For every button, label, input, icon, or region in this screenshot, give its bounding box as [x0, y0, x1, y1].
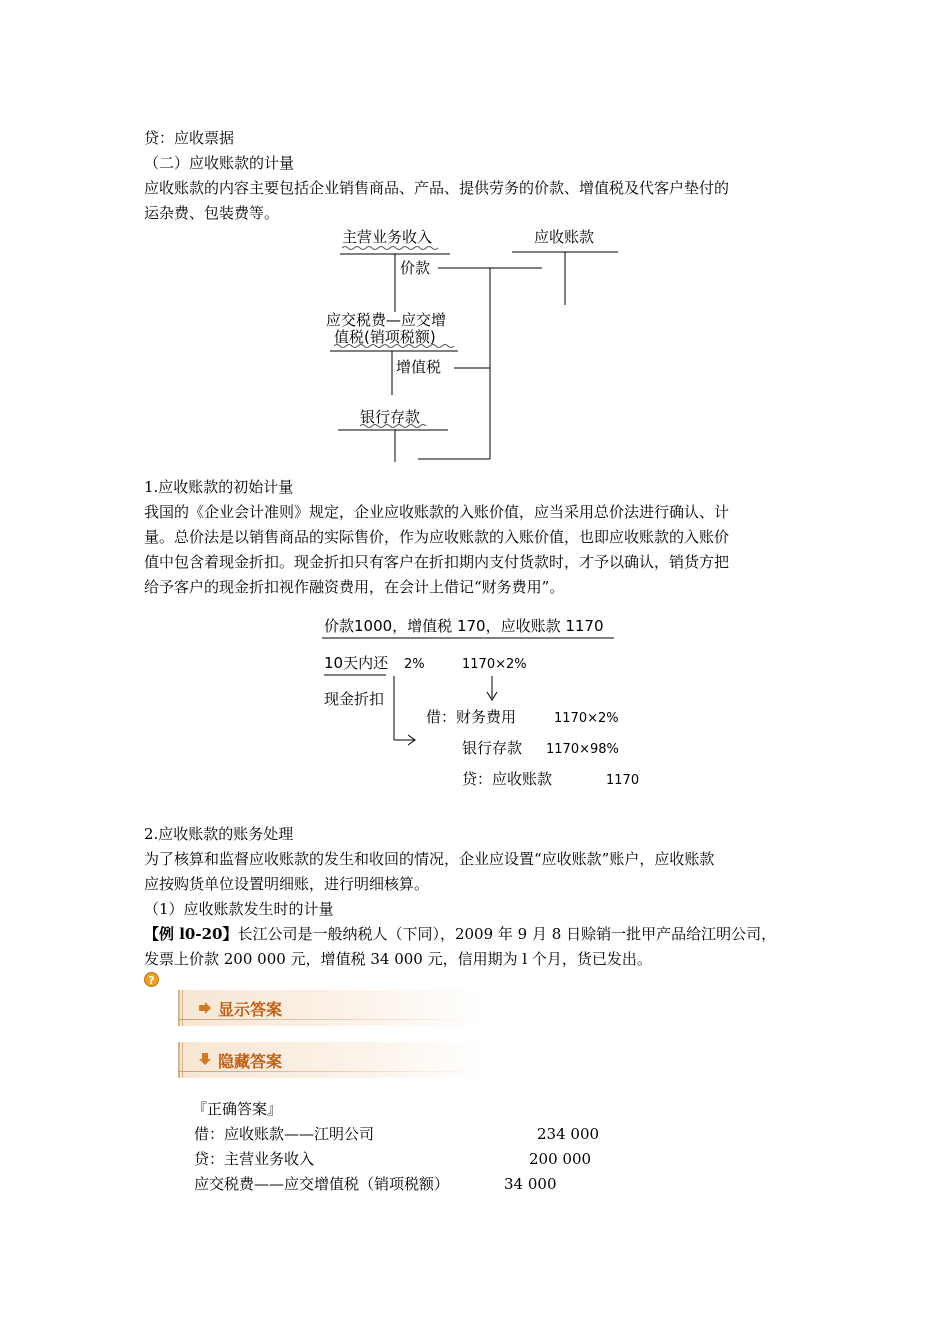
paragraph-line: 值中包含着现金折扣。现金折扣只有客户在折扣期内支付货款时，才予以确认，销货方把 [144, 553, 730, 571]
debit-label: 借：财务费用 [426, 708, 517, 726]
help-icon[interactable]: ? [144, 972, 159, 987]
account-receivable: 应收账款 [534, 228, 595, 246]
arrow-right-icon [198, 1002, 212, 1014]
bank-amount: 1170×98% [546, 742, 619, 757]
hide-answer-label: 隐藏答案 [218, 1052, 283, 1071]
entry-tax-amount: 34 000 [504, 1175, 557, 1193]
within-10-days: 10天内还 [324, 654, 389, 672]
entry-tax-label: 应交税费——应交增值税（销项税额） [194, 1175, 450, 1193]
section-heading: 2.应收账款的账务处理 [144, 825, 294, 843]
wavy-underline [342, 247, 438, 250]
paragraph-line: 给予客户的现金折扣视作融资费用，在会计上借记“财务费用”。 [144, 578, 565, 596]
hide-answer-button[interactable] [178, 1042, 488, 1078]
entry-credit-amount: 200 000 [529, 1150, 592, 1168]
answer-title: 『正确答案』 [192, 1100, 283, 1118]
price-label: 价款 [400, 259, 431, 277]
entry-debit-label: 借：应收账款——江明公司 [194, 1125, 375, 1143]
example-text: 长江公司是一般纳税人（下同），2009 年 9 月 8 日赊销一批甲产品给江明公司， [237, 925, 777, 943]
text-line: 贷：应收票据 [144, 129, 235, 147]
sub-heading: （1）应收账款发生时的计量 [144, 900, 334, 918]
bank-label: 银行存款 [462, 739, 523, 757]
paragraph-line: 应按购货单位设置明细账，进行明细核算。 [144, 875, 430, 893]
debit-amount: 1170×2% [554, 711, 619, 726]
show-answer-button[interactable] [178, 990, 488, 1026]
section-heading: （二）应收账款的计量 [144, 154, 295, 172]
example-line [144, 924, 776, 944]
paragraph-line: 量。总价法是以销售商品的实际售价，作为应收账款的入账价值，也即应收账款的入账价 [144, 528, 730, 546]
cash-discount-diagram [318, 610, 658, 800]
entry-debit-amount: 234 000 [537, 1125, 600, 1143]
paragraph-line: 为了核算和监督应收账款的发生和收回的情况，企业应设置“应收账款”账户，应收账款 [144, 850, 715, 868]
tax-account-line1: 应交税费—应交增 [326, 311, 447, 329]
credit-amount: 1170 [606, 773, 640, 788]
t-account-diagram [320, 222, 630, 467]
arrow-down-icon [199, 1052, 211, 1066]
show-answer-label: 显示答案 [218, 1000, 283, 1019]
vat-label: 增值税 [396, 358, 442, 376]
tax-account-line2: 值税(销项税额) [334, 328, 436, 346]
discount-header: 价款1000，增值税 170，应收账款 1170 [324, 617, 604, 635]
paragraph-line: 我国的《企业会计准则》规定，企业应收账款的入账价值，应当采用总价法进行确认、计 [144, 503, 730, 521]
cash-discount-label: 现金折扣 [324, 690, 385, 708]
rate-label: 2% [404, 657, 425, 672]
section-heading: 1.应收账款的初始计量 [144, 478, 294, 496]
paragraph-line: 运杂费、包装费等。 [144, 204, 280, 222]
paragraph-line: 应收账款的内容主要包括企业销售商品、产品、提供劳务的价款、增值税及代客户垫付的 [144, 179, 730, 197]
account-revenue: 主营业务收入 [342, 228, 433, 246]
example-number: 【例 l0-20】 [144, 925, 238, 943]
bank-account: 银行存款 [360, 408, 421, 426]
calc-label: 1170×2% [462, 657, 527, 672]
example-line: 发票上价款 200 000 元，增值税 34 000 元，信用期为 l 个月，货已发出。 [144, 950, 652, 968]
entry-credit-label: 贷：主营业务收入 [194, 1150, 315, 1168]
credit-label: 贷：应收账款 [462, 770, 553, 788]
